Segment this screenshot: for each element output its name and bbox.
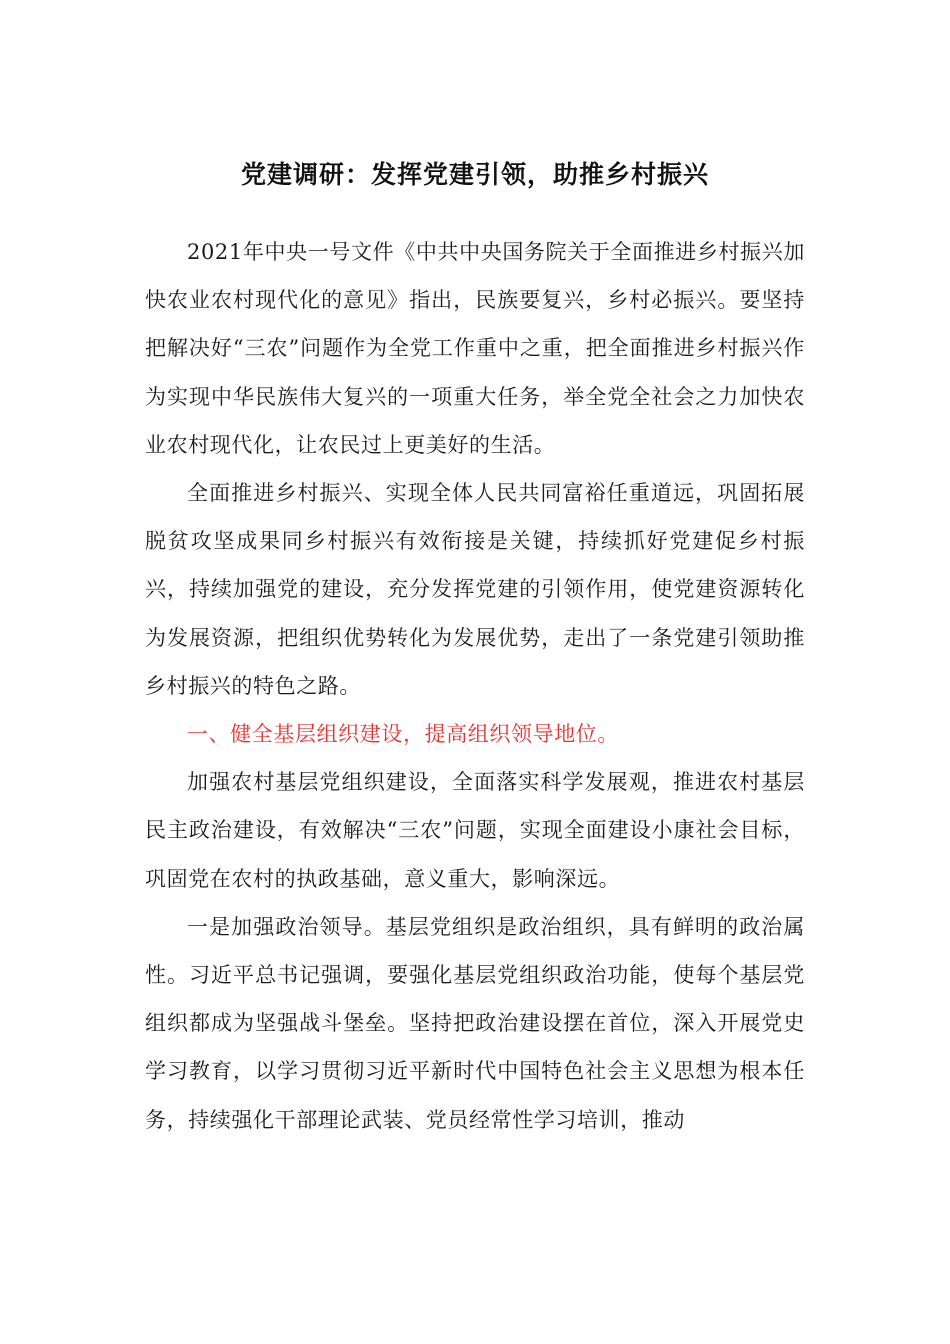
paragraph-intro: 2021年中央一号文件《中共中央国务院关于全面推进乡村振兴加快农业农村现代化的意见》指出，民族要复兴，乡村必振兴。要坚持把解决好“三农”问题作为全党工作重中之重，把全面推进乡村振兴作为实现中华民族伟大复兴的一项重大任务，举全党全社会之力加快农业农村现代化，让农民过上更美好的生活。 [145,240,805,457]
document-body [145,228,805,1144]
paragraph-section-1-intro: 加强农村基层党组织建设，全面落实科学发展观，推进农村基层民主政治建设，有效解决“三农”问题，实现全面建设小康社会目标，巩固党在农村的执政基础，意义重大，影响深远。 [145,770,805,891]
document-title: 党建调研：发挥党建引领，助推乡村振兴 [240,160,709,189]
paragraph-political-leadership: 一是加强政治领导。基层党组织是政治组织，具有鲜明的政治属性。习近平总书记强调，要强化基层党组织政治功能，使每个基层党组织都成为坚强战斗堡垒。坚持把政治建设摆在首位，深入开展党史学习教育，以学习贯彻习近平新时代中国特色社会主义思想为根本任务，持续强化干部理论武装、党员经常性学习培训，推动 [145,914,805,1132]
section-heading-1: 一、健全基层组织建设，提高组织领导地位。 [187,722,619,747]
paragraph-overview: 全面推进乡村振兴、实现全体人民共同富裕任重道远，巩固拓展脱贫攻坚成果同乡村振兴有效衔接是关键，持续抓好党建促乡村振兴，持续加强党的建设，充分发挥党建的引领作用，使党建资源转化为发展资源，把组织优势转化为发展优势，走出了一条党建引领助推乡村振兴的特色之路。 [145,481,805,698]
